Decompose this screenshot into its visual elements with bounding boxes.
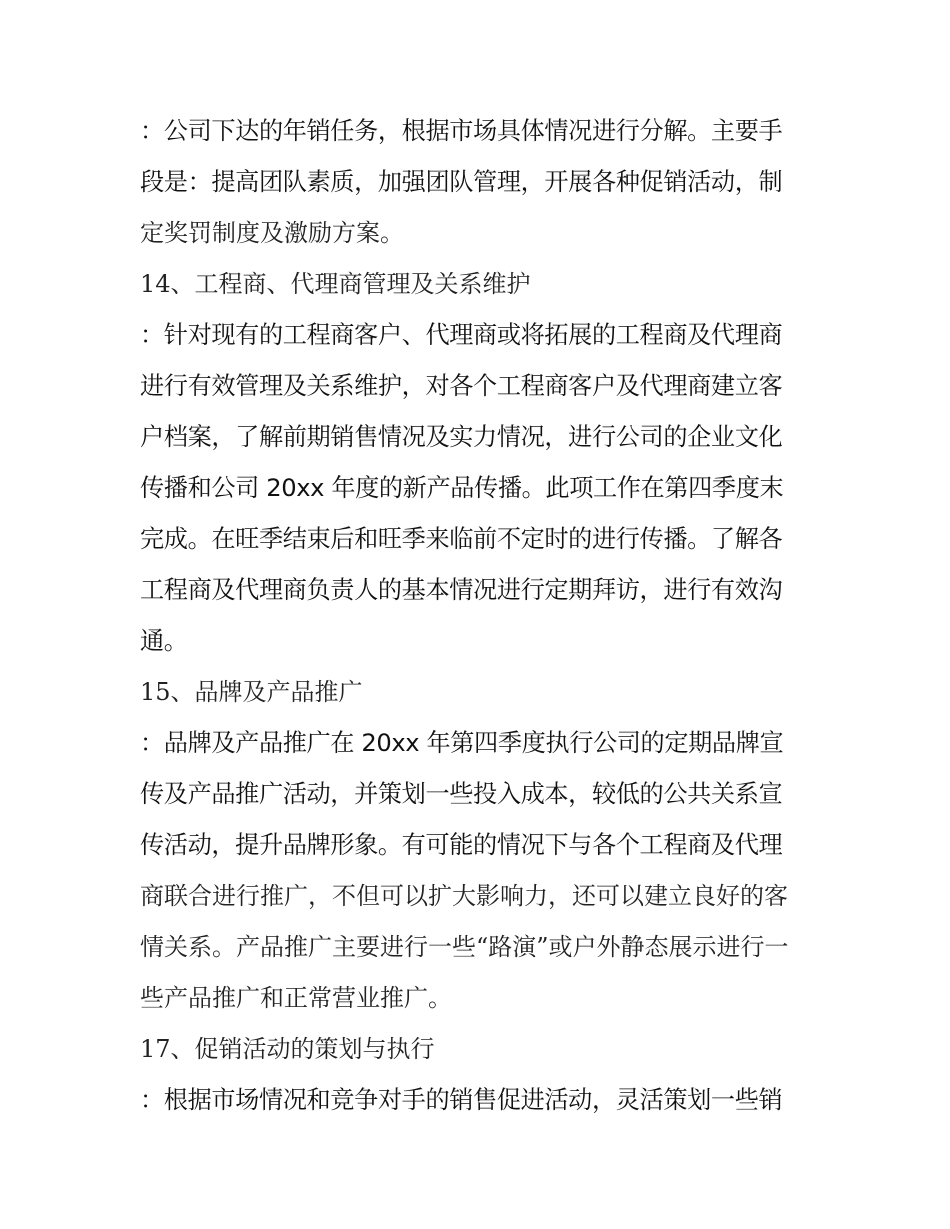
paragraph-line: 些产品推广和正常营业推广。 <box>140 984 452 1012</box>
paragraph-line: ：针对现有的工程商客户、代理商或将拓展的工程商及代理商 <box>140 321 783 349</box>
section-heading-17: 17、促销活动的策划与执行 <box>140 1035 435 1063</box>
paragraph-line: ：公司下达的年销任务，根据市场具体情况进行分解。主要手 <box>140 117 783 145</box>
section-heading-15: 15、品牌及产品推广 <box>140 678 363 706</box>
paragraph-line: 户档案，了解前期销售情况及实力情况，进行公司的企业文化 <box>140 423 783 451</box>
document-page <box>140 106 812 1126</box>
paragraph-line: 定奖罚制度及激励方案。 <box>140 219 404 247</box>
paragraph-line: 段是：提高团队素质，加强团队管理，开展各种促销活动，制 <box>140 168 783 196</box>
paragraph-line: 情关系。产品推广主要进行一些“路演”或户外静态展示进行一 <box>140 933 789 961</box>
paragraph-line: ：品牌及产品推广在 20xx 年第四季度执行公司的定期品牌宣 <box>140 729 784 757</box>
paragraph-line: 传及产品推广活动，并策划一些投入成本，较低的公共关系宣 <box>140 780 783 808</box>
paragraph-line: 通。 <box>140 627 188 655</box>
paragraph-line: 传活动，提升品牌形象。有可能的情况下与各个工程商及代理 <box>140 831 783 859</box>
paragraph-line: 工程商及代理商负责人的基本情况进行定期拜访，进行有效沟 <box>140 576 783 604</box>
section-heading-14: 14、工程商、代理商管理及关系维护 <box>140 270 531 298</box>
paragraph-line: 完成。在旺季结束后和旺季来临前不定时的进行传播。了解各 <box>140 525 783 553</box>
paragraph-line: 商联合进行推广，不但可以扩大影响力，还可以建立良好的客 <box>140 882 788 910</box>
paragraph-line: ：根据市场情况和竞争对手的销售促进活动，灵活策划一些销 <box>140 1086 783 1114</box>
paragraph-line: 传播和公司 20xx 年度的新产品传播。此项工作在第四季度末 <box>140 474 784 502</box>
paragraph-line: 进行有效管理及关系维护，对各个工程商客户及代理商建立客 <box>140 372 783 400</box>
